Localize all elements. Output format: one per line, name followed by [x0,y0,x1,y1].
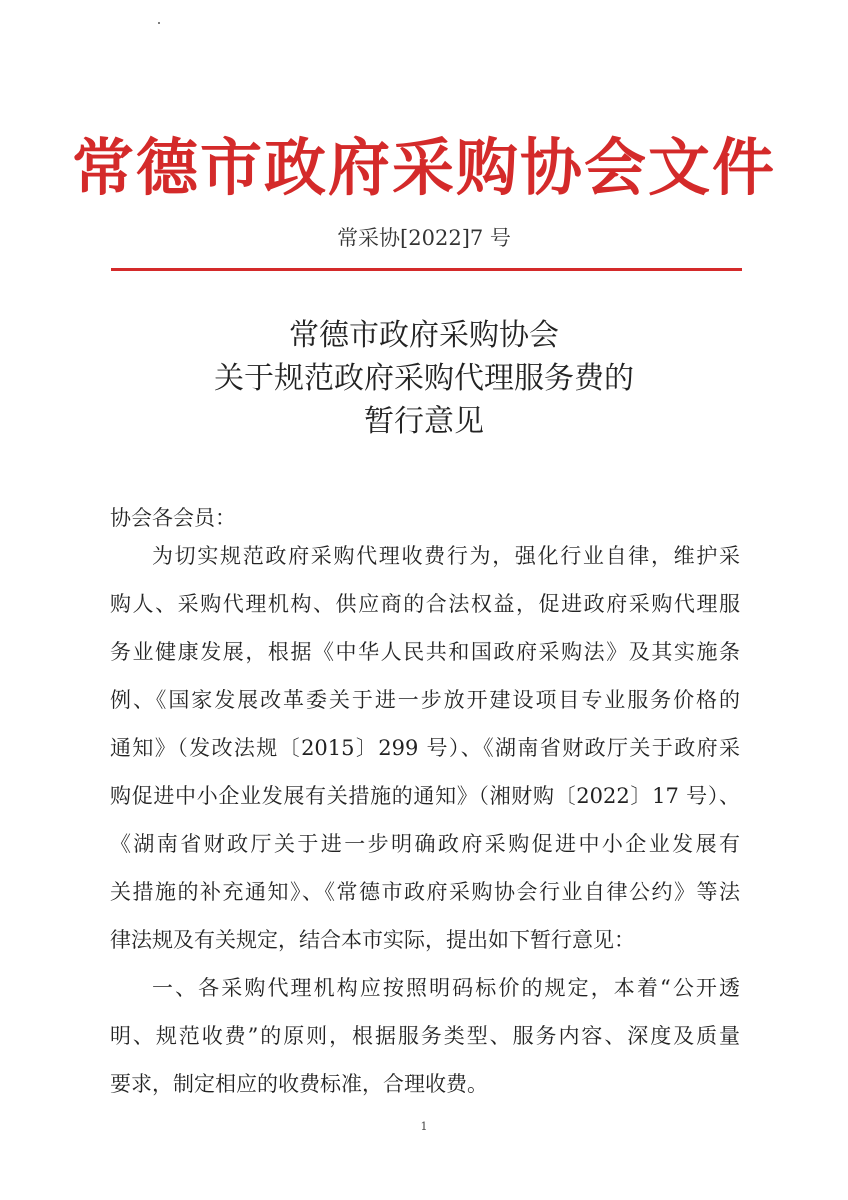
body-line: 通知》（发改法规〔2015〕299 号）、《湖南省财政厅关于政府采 [110,736,740,760]
body-line: 律法规及有关规定，结合本市实际，提出如下暂行意见： [110,928,635,952]
body-line: 例、《国家发展改革委关于进一步放开建设项目专业服务价格的 [110,688,740,712]
document-title [0,314,848,443]
salutation: 协会各会员： [110,506,236,530]
body-line: 《湖南省财政厅关于进一步明确政府采购促进中小企业发展有 [110,832,740,856]
title-line-1: 常德市政府采购协会 [289,318,559,353]
body-line: 购促进中小企业发展有关措施的通知》（湘财购〔2022〕17 号）、 [110,784,740,808]
body-line: 要求，制定相应的收费标准，合理收费。 [110,1072,488,1096]
page-number: 1 [420,1120,428,1133]
document-masthead: 常德市政府采购协会文件 [71,131,776,204]
body-line: 关措施的补充通知》、《常德市政府采购协会行业自律公约》等法 [110,880,740,904]
scan-speck [158,22,160,24]
document-number: 常采协[2022]7 号 [337,226,511,250]
body-line: 务业健康发展，根据《中华人民共和国政府采购法》及其实施条 [110,640,740,664]
body-line: 购人、采购代理机构、供应商的合法权益，促进政府采购代理服 [110,592,740,616]
red-divider-line [111,268,742,271]
title-line-3: 暂行意见 [364,404,484,439]
body-line: 一、各采购代理机构应按照明码标价的规定，本着“公开透 [152,976,740,1000]
body-line: 明、规范收费”的原则，根据服务类型、服务内容、深度及质量 [110,1024,740,1048]
body-line: 为切实规范政府采购代理收费行为，强化行业自律，维护采 [152,544,740,568]
title-line-2: 关于规范政府采购代理服务费的 [214,361,634,396]
